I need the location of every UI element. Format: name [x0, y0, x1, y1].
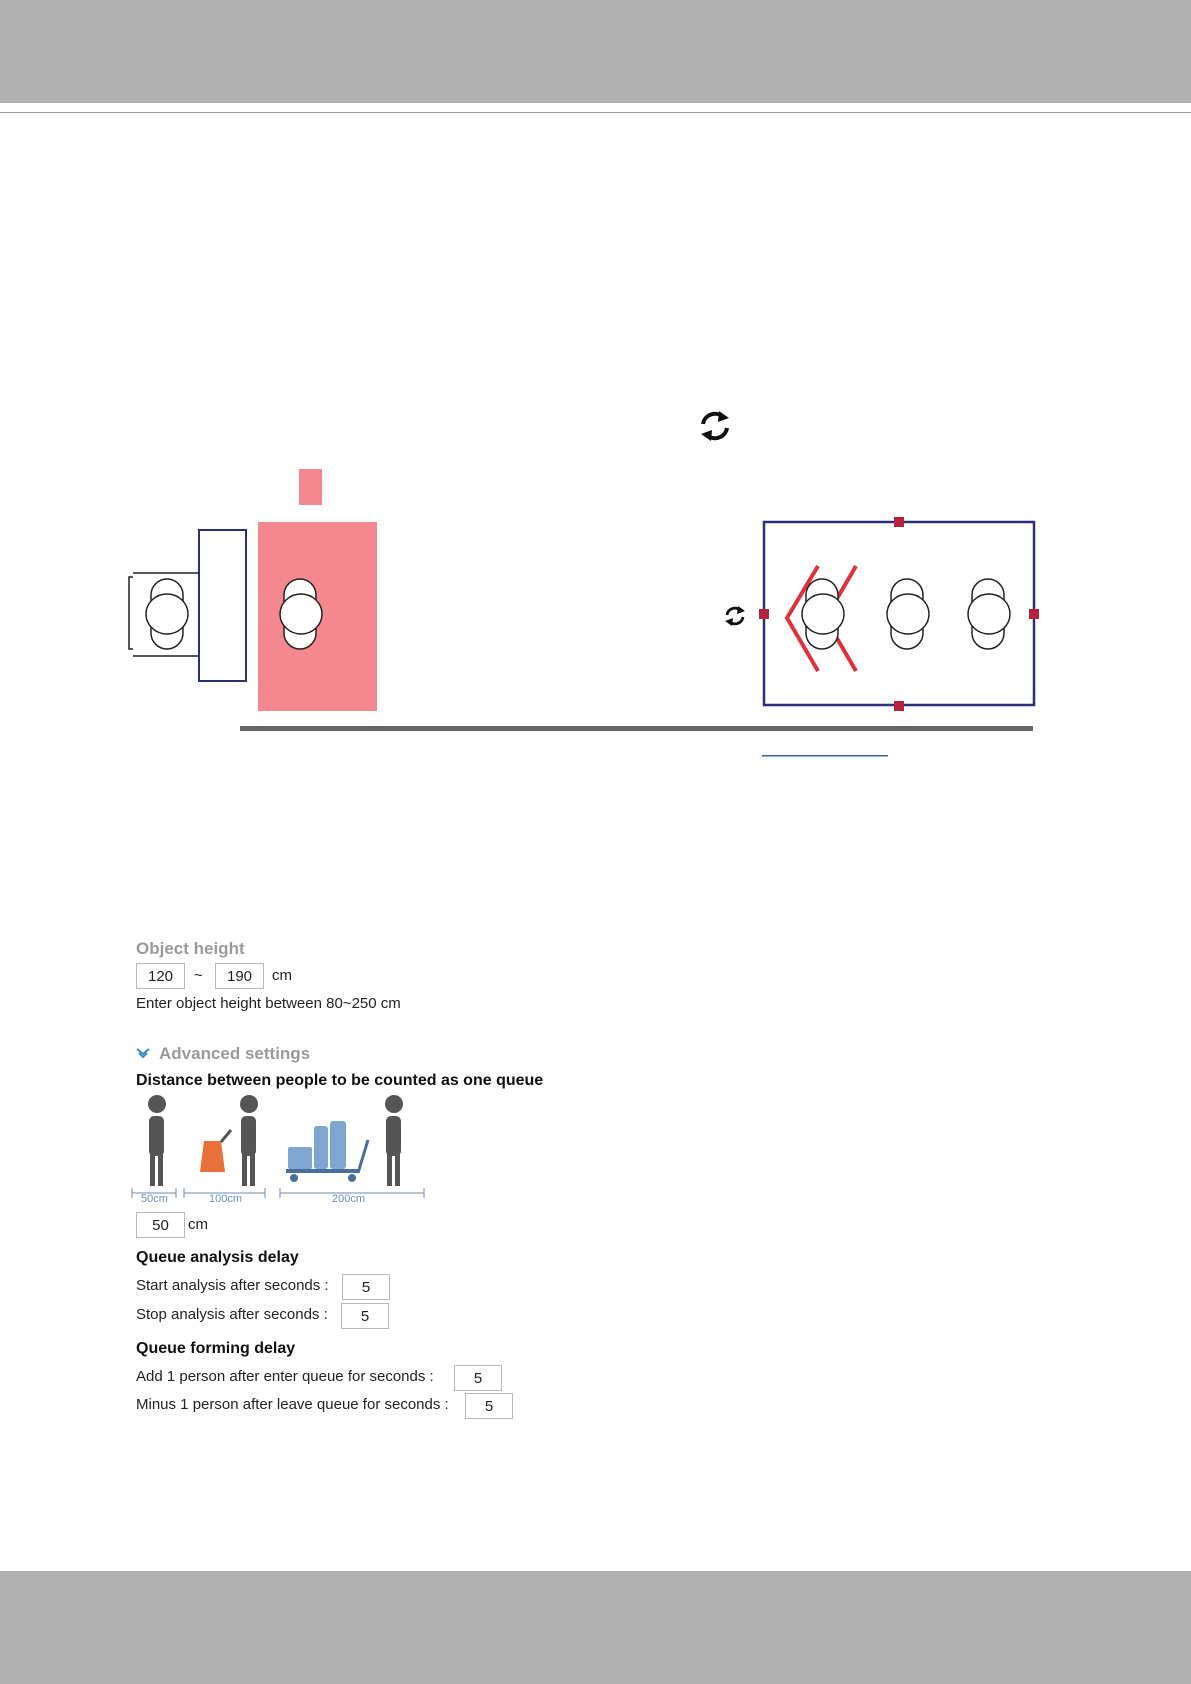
distance-unit: cm	[188, 1216, 208, 1233]
counter-desk	[129, 573, 199, 656]
distance-title: Distance between people to be counted as one queue	[136, 1072, 544, 1089]
minus-person-label: Minus 1 person after leave queue for seconds :	[136, 1396, 449, 1413]
queue-diagram	[0, 0, 1191, 780]
chevron-down-icon[interactable]	[136, 1047, 150, 1059]
object-height-separator: ~	[194, 967, 203, 984]
add-person-input[interactable]	[454, 1365, 502, 1391]
person-with-luggage-cart-icon	[286, 1095, 403, 1186]
rotate-icon[interactable]	[701, 411, 729, 441]
service-zone-handle[interactable]	[299, 469, 322, 505]
add-person-label: Add 1 person after enter queue for seconds :	[136, 1368, 434, 1385]
link-underline	[762, 755, 888, 757]
dist-label-200: 200cm	[332, 1193, 366, 1205]
queue-region-handle-top[interactable]	[894, 517, 904, 527]
dist-label-100: 100cm	[209, 1193, 243, 1205]
ground-line	[240, 726, 1033, 731]
stop-analysis-label: Stop analysis after seconds :	[136, 1306, 328, 1323]
object-height-title: Object height	[136, 939, 245, 958]
object-height-hint: Enter object height between 80~250 cm	[136, 995, 401, 1012]
counter-region	[199, 530, 246, 681]
queue-region-handle-left[interactable]	[759, 609, 769, 619]
advanced-settings-toggle[interactable]: Advanced settings	[159, 1044, 311, 1063]
person-with-suitcase-icon	[200, 1095, 258, 1186]
queue-region-handle-right[interactable]	[1029, 609, 1039, 619]
object-height-max-input[interactable]	[215, 963, 264, 989]
object-height-min-input[interactable]	[136, 963, 185, 989]
person-icon	[148, 1095, 166, 1186]
queued-person-1	[802, 579, 844, 649]
dist-label-50: 50cm	[141, 1193, 168, 1205]
minus-person-input[interactable]	[465, 1393, 513, 1419]
start-analysis-input[interactable]	[342, 1274, 390, 1300]
distance-illustration	[130, 1090, 430, 1205]
person-in-service	[280, 579, 322, 649]
queued-person-2	[887, 579, 929, 649]
stop-analysis-input[interactable]	[341, 1303, 389, 1329]
object-height-unit: cm	[272, 967, 292, 984]
start-analysis-label: Start analysis after seconds :	[136, 1277, 329, 1294]
queued-person-3	[968, 579, 1010, 649]
footer-band	[0, 1571, 1191, 1684]
analysis-delay-title: Queue analysis delay	[136, 1249, 299, 1266]
queue-region-handle-bottom[interactable]	[894, 701, 904, 711]
region-rotate-icon[interactable]	[725, 606, 745, 626]
forming-delay-title: Queue forming delay	[136, 1340, 296, 1357]
distance-input[interactable]	[136, 1212, 185, 1238]
